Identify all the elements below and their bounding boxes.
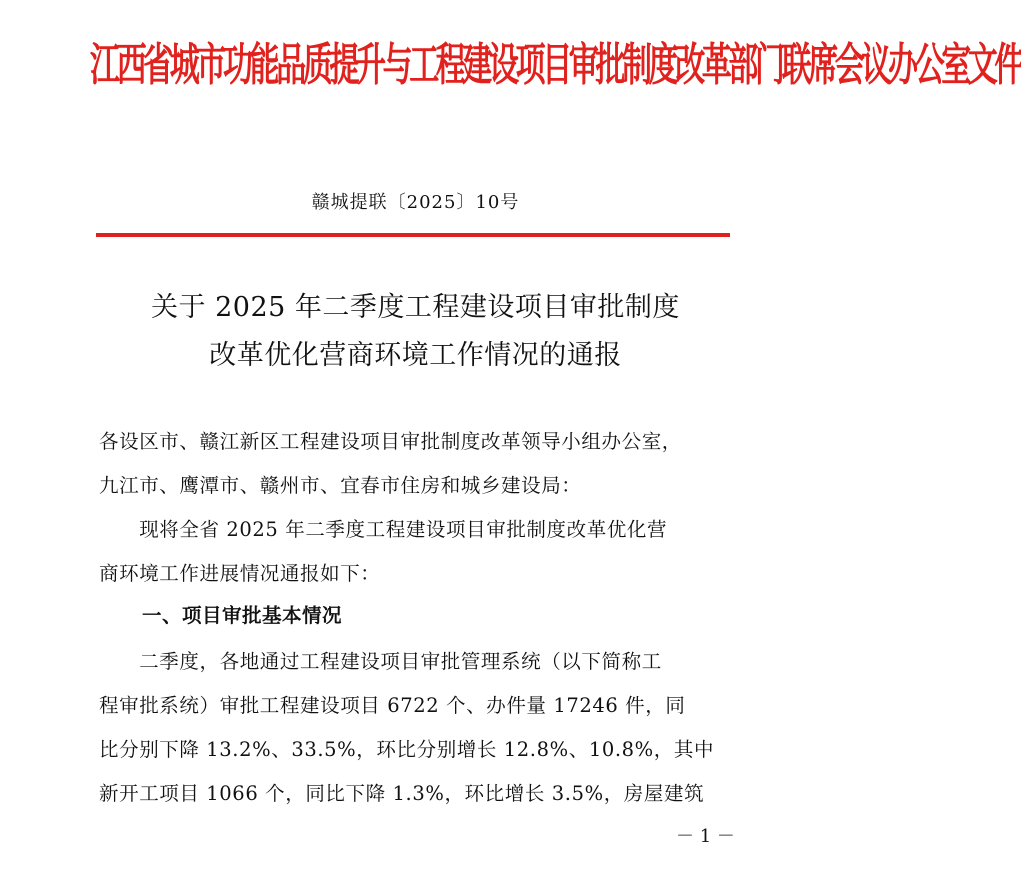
document-title-line-1: 关于 2025 年二季度工程建设项目审批制度 <box>151 292 680 323</box>
intro-paragraph-line-2: 商环境工作进展情况通报如下： <box>99 562 381 585</box>
recipients-line-2: 九江市、鹰潭市、赣州市、宜春市住房和城乡建设局： <box>99 474 582 497</box>
intro-paragraph-line-1: 现将全省 2025 年二季度工程建设项目审批制度改革优化营 <box>99 518 668 541</box>
paragraph-1-line-3: 比分别下降 13.2%、33.5%，环比分别增长 12.8%、10.8%，其中 <box>99 738 715 761</box>
document-number: 赣城提联〔2025〕10号 <box>311 192 520 213</box>
section-heading-1: 一、项目审批基本情况 <box>142 604 343 627</box>
paragraph-1-line-1: 二季度，各地通过工程建设项目审批管理系统（以下简称工 <box>99 650 662 673</box>
red-divider-line <box>96 233 730 237</box>
page-number: － 1 － <box>676 826 735 847</box>
issuer-header-title: 江西省城市功能品质提升与工程建设项目审批制度改革部门联席会议办公室文件 <box>90 39 1021 92</box>
recipients-line-1: 各设区市、赣江新区工程建设项目审批制度改革领导小组办公室， <box>99 430 682 453</box>
document-title-line-2: 改革优化营商环境工作情况的通报 <box>209 340 622 371</box>
paragraph-1-line-4: 新开工项目 1066 个，同比下降 1.3%，环比增长 3.5%，房屋建筑 <box>99 782 705 805</box>
paragraph-1-line-2: 程审批系统）审批工程建设项目 6722 个、办件量 17246 件，同 <box>99 694 686 717</box>
